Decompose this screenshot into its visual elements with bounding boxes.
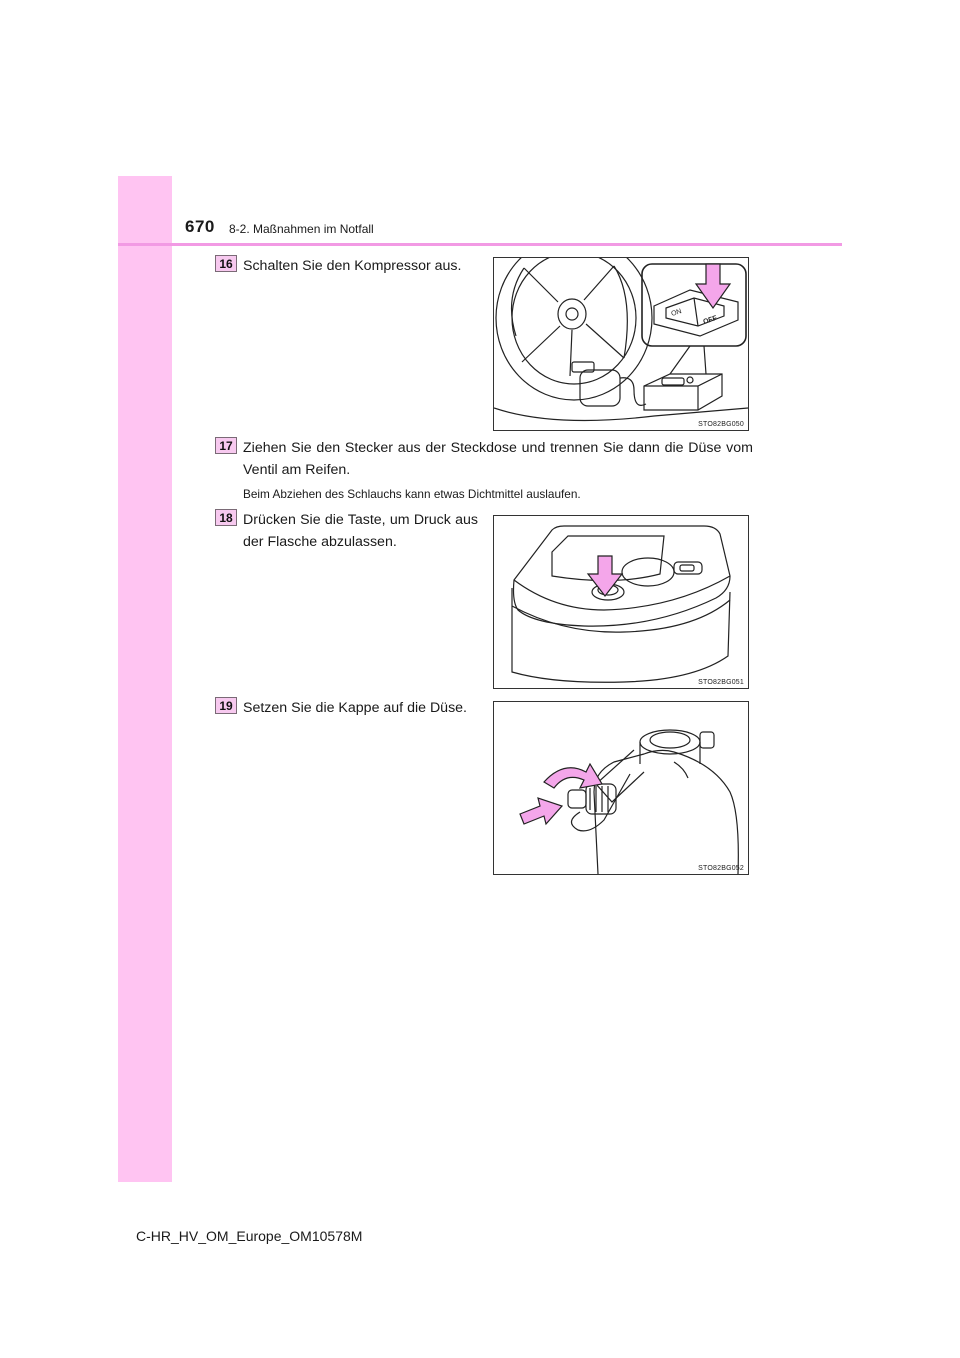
nozzle-cap-illustration <box>494 702 748 874</box>
figure-bottle-button <box>493 515 749 689</box>
document-code: C-HR_HV_OM_Europe_OM10578M <box>136 1228 363 1244</box>
figure-nozzle-cap <box>493 701 749 875</box>
step-17-note: Beim Abziehen des Schlauchs kann etwas Dichtmittel auslaufen. <box>243 487 581 501</box>
figure-code-051: STO82BG051 <box>698 679 744 686</box>
press-down-arrow <box>696 264 730 308</box>
switch-on-label: ON <box>670 308 683 318</box>
switch-off-label: OFF <box>702 314 718 326</box>
step-17-text: Ziehen Sie den Stecker aus der Steckdose und trennen Sie dann die Düse vom Ventil am Reifen. <box>243 440 753 478</box>
push-arrow <box>520 798 562 824</box>
step-16-badge: 16 <box>215 255 237 272</box>
step-18-badge: 18 <box>215 509 237 526</box>
header-rule <box>118 243 842 246</box>
rotate-arrow <box>544 764 602 788</box>
bottle-button-illustration <box>494 516 748 688</box>
step-19-text: Setzen Sie die Kappe auf die Düse. <box>243 700 468 716</box>
figure-code-050: STO82BG050 <box>698 421 744 428</box>
section-title: 8-2. Maßnahmen im Notfall <box>229 222 374 236</box>
page-number: 670 <box>185 217 215 236</box>
step-17-badge: 17 <box>215 437 237 454</box>
step-18-text: Drücken Sie die Taste, um Druck aus der Flasche abzulassen. <box>243 512 478 550</box>
compressor-switch-illustration <box>494 258 748 430</box>
step-16-text: Schalten Sie den Kompressor aus. <box>243 258 462 274</box>
figure-compressor-switch <box>493 257 749 431</box>
chapter-sidebar-tab <box>118 176 172 1182</box>
step-19-badge: 19 <box>215 697 237 714</box>
figure-code-052: STO82BG052 <box>698 865 744 872</box>
